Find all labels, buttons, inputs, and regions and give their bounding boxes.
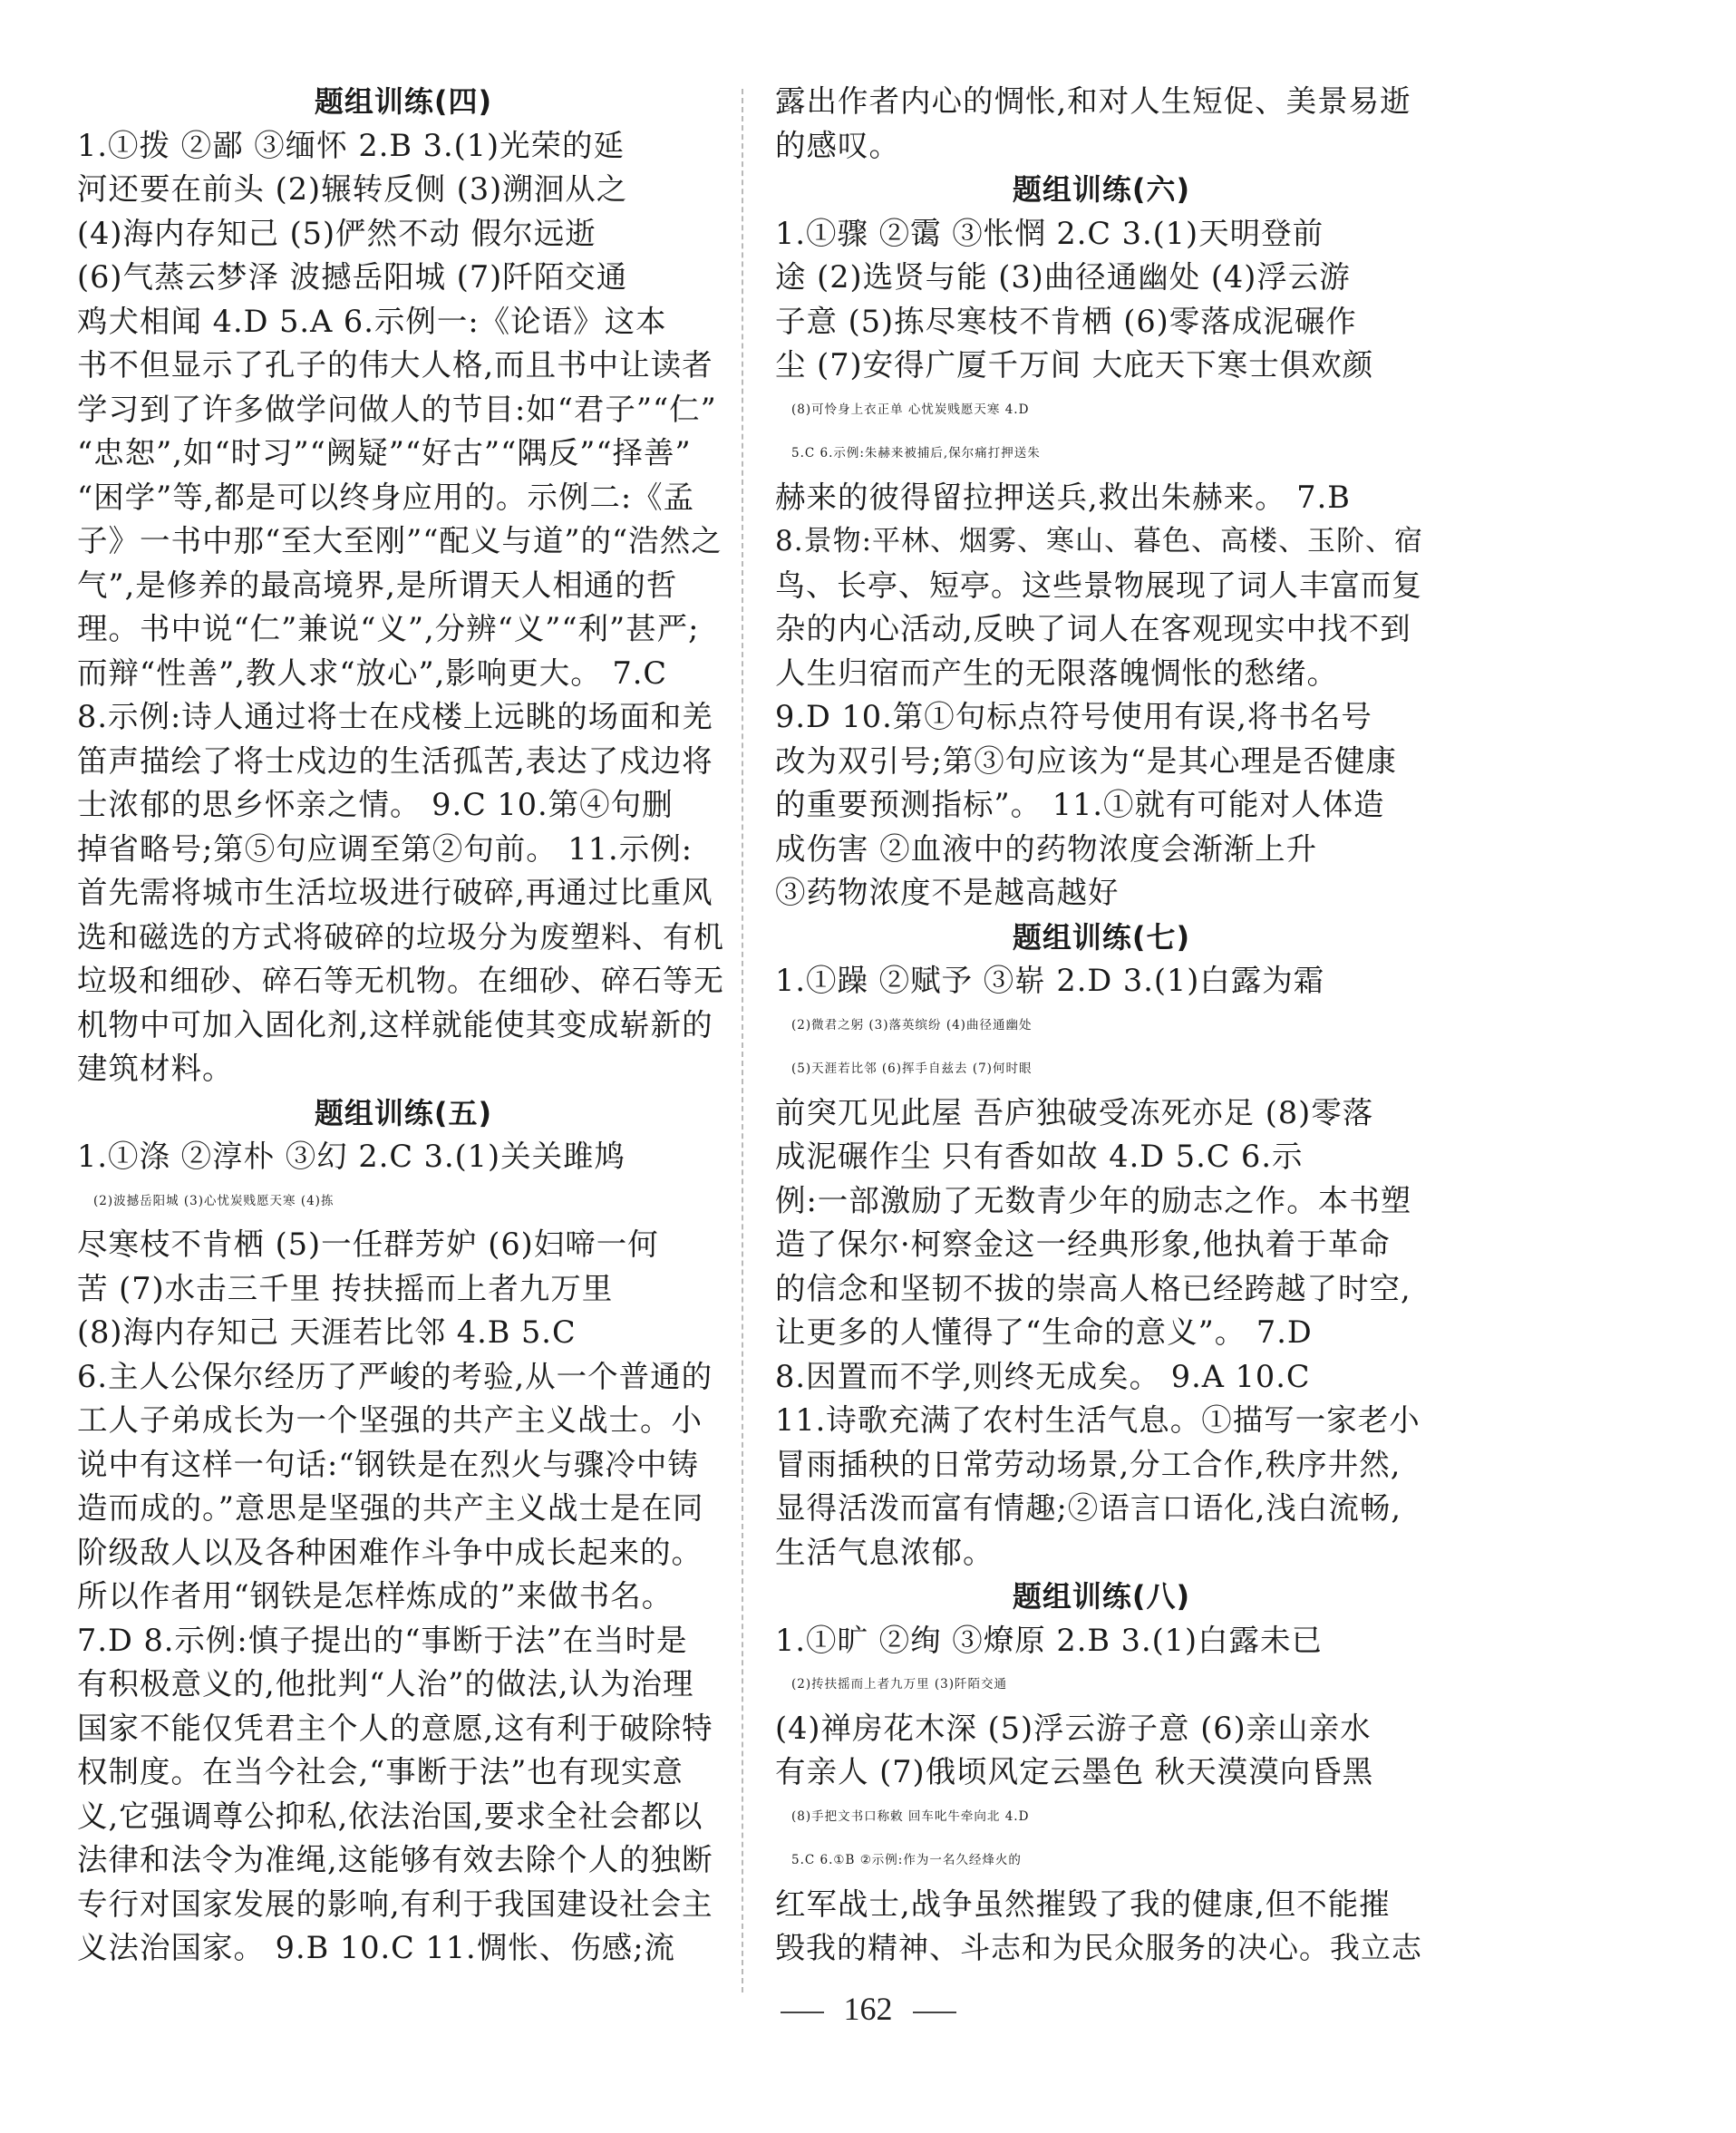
answer-line: 尽寒枝不肯栖 (5)一任群芳妒 (6)妇啼一何	[77, 1226, 659, 1262]
answer-line: “困学”等,都是可以终身应用的。示例二:《孟	[77, 479, 695, 515]
section-heading: 题组训练(六)	[1012, 172, 1191, 207]
answer-line: 士浓郁的思乡怀亲之情。 9.C 10.第④句删	[77, 787, 674, 822]
answer-line: 露出作者内心的惆怅,和对人生短促、美景易逝	[775, 83, 1411, 119]
section-heading: 题组训练(七)	[1012, 919, 1191, 955]
answer-line: 毁我的精神、斗志和为民众服务的决心。我立志	[775, 1930, 1422, 1965]
answer-line: 1.①涤 ②淳朴 ③幻 2.C 3.(1)关关雎鸠	[77, 1139, 626, 1174]
section-heading: 题组训练(八)	[1012, 1579, 1191, 1614]
answer-line: 8.因置而不学,则终无成矣。 9.A 10.C	[775, 1358, 1311, 1394]
answer-line: 赫来的彼得留拉押送兵,救出朱赫来。 7.B	[775, 479, 1351, 515]
answer-line: 造了保尔·柯察金这一经典形象,他执着于革命	[775, 1226, 1391, 1262]
answer-line: 专行对国家发展的影响,有利于我国建设社会主	[77, 1886, 713, 1922]
answer-line: 显得活泼而富有情趣;②语言口语化,浅白流畅,	[775, 1490, 1402, 1526]
answer-line: 选和磁选的方式将破碎的垃圾分为废塑料、有机	[77, 918, 724, 955]
answer-line: 成伤害 ②血液中的药物浓度会渐渐上升	[775, 830, 1318, 867]
answer-line: 所以作者用“钢铁是怎样炼成的”来做书名。	[77, 1578, 674, 1614]
answer-line: 阶级敌人以及各种困难作斗争中成长起来的。	[77, 1534, 703, 1570]
answer-line: 而辩“性善”,教人求“放心”,影响更大。 7.C	[77, 654, 668, 691]
answer-line: 笛声描绘了将士戍边的生活孤苦,表达了戍边将	[77, 742, 713, 779]
answer-line: 的信念和坚韧不拔的崇高人格已经跨越了时空,	[775, 1270, 1411, 1306]
answer-line: 成泥碾作尘 只有香如故 4.D 5.C 6.示	[775, 1139, 1304, 1174]
answer-line: 8.景物:平林、烟雾、寒山、暮色、高楼、玉阶、宿	[775, 525, 1424, 557]
left-column	[77, 80, 730, 1971]
answer-line: 前突兀见此屋 吾庐独破受冻死亦足 (8)零落	[775, 1094, 1374, 1130]
answer-line: 9.D 10.第①句标点符号使用有误,将书名号	[775, 699, 1372, 734]
answer-line: 6.主人公保尔经历了严峻的考验,从一个普通的	[77, 1358, 713, 1394]
column-divider	[742, 89, 743, 1992]
answer-line: 1.①拨 ②鄙 ③缅怀 2.B 3.(1)光荣的延	[77, 127, 626, 163]
answer-line: 苦 (7)水击三千里 抟扶摇而上者九万里	[77, 1270, 614, 1306]
answer-line: 冒雨插秧的日常劳动场景,分工合作,秩序井然,	[775, 1446, 1401, 1482]
answer-line: (4)禅房花木深 (5)浮云游子意 (6)亲山亲水	[775, 1710, 1372, 1746]
page-number: 162	[843, 1991, 893, 2027]
answer-line: 首先需将城市生活垃圾进行破碎,再通过比重风	[77, 875, 713, 910]
answer-line: (8)手把文书口称敕 回车叱牛牵向北 4.D	[791, 1808, 1030, 1824]
answer-line: 尘 (7)安得广厦千万间 大庇天下寒士俱欢颜	[775, 347, 1374, 383]
answer-line: 理。书中说“仁”兼说“义”,分辨“义”“利”甚严;	[77, 611, 700, 646]
answer-line: 工人子弟成长为一个坚强的共产主义战士。小	[77, 1402, 703, 1438]
answer-line: 改为双引号;第③句应该为“是其心理是否健康	[775, 742, 1397, 779]
answer-line: 7.D 8.示例:慎子提出的“事断于法”在当时是	[77, 1622, 688, 1658]
answer-line: (2)抟扶摇而上者九万里 (3)阡陌交通	[791, 1677, 1008, 1692]
answer-line: 建筑材料。	[77, 1051, 234, 1086]
answer-line: 机物中可加入固化剂,这样就能使其变成崭新的	[77, 1006, 713, 1042]
answer-line: 11.诗歌充满了农村生活气息。①描写一家老小	[775, 1402, 1421, 1438]
answer-line: 法律和法令为准绳,这能够有效去除个人的独断	[77, 1842, 713, 1877]
answer-line: 杂的内心活动,反映了词人在客观现实中找不到	[775, 611, 1411, 646]
answer-line: 鸡犬相闻 4.D 5.A 6.示例一:《论语》这本	[77, 303, 667, 339]
answer-line: 有积极意义的,他批判“人治”的做法,认为治理	[77, 1666, 694, 1702]
section-heading: 题组训练(五)	[314, 1095, 493, 1130]
answer-line: 掉省略号;第⑤句应调至第②句前。 11.示例:	[77, 830, 693, 867]
answer-line: 的感叹。	[775, 127, 900, 163]
answer-line: (6)气蒸云梦泽 波撼岳阳城 (7)阡陌交通	[77, 259, 628, 295]
answer-line: 国家不能仅凭君主个人的意愿,这有利于破除特	[77, 1710, 713, 1746]
answer-line: 鸟、长亭、短亭。这些景物展现了词人丰富而复	[775, 567, 1422, 603]
answer-line: (2)微君之躬 (3)落英缤纷 (4)曲径通幽处	[791, 1017, 1033, 1033]
page-footer	[0, 1990, 1736, 2028]
answer-line: 1.①旷 ②绚 ③燎原 2.B 3.(1)白露未已	[775, 1622, 1324, 1658]
answer-line: 学习到了许多做学问做人的节目:如“君子”“仁”	[77, 391, 717, 427]
answer-line: ③药物浓度不是越高越好	[775, 875, 1120, 910]
answer-line: 例:一部激励了无数青少年的励志之作。本书塑	[775, 1182, 1412, 1218]
answer-line: 气”,是修养的最高境界,是所谓天人相通的哲	[77, 567, 678, 603]
answer-line: 义,它强调尊公抑私,依法治国,要求全社会都以	[77, 1798, 703, 1834]
answer-line: 有亲人 (7)俄顷风定云墨色 秋天漠漠向昏黑	[775, 1754, 1374, 1789]
answer-line: 让更多的人懂得了“生命的意义”。 7.D	[775, 1314, 1313, 1350]
answer-line: 义法治国家。 9.B 10.C 11.惆怅、伤感;流	[77, 1930, 675, 1965]
answer-line: 1.①躁 ②赋予 ③崭 2.D 3.(1)白露为霜	[775, 963, 1325, 998]
answer-line: 生活气息浓郁。	[775, 1534, 994, 1570]
answer-line: 途 (2)选贤与能 (3)曲径通幽处 (4)浮云游	[775, 259, 1351, 295]
answer-line: 人生归宿而产生的无限落魄惆怅的愁绪。	[775, 654, 1338, 691]
answer-line: 5.C 6.示例:朱赫来被捕后,保尔痛打押送朱	[791, 446, 1041, 461]
answer-line: 权制度。在当今社会,“事断于法”也有现实意	[77, 1754, 684, 1789]
answer-line: 造而成的。”意思是坚强的共产主义战士是在同	[77, 1490, 704, 1526]
answer-line: 说中有这样一句话:“钢铁是在烈火与骤冷中铸	[77, 1446, 699, 1482]
answer-line: (2)波撼岳阳城 (3)心忧炭贱愿天寒 (4)拣	[93, 1193, 335, 1208]
answer-line: 书不但显示了孔子的伟大人格,而且书中让读者	[77, 347, 713, 383]
answer-line: “忠恕”,如“时习”“阙疑”“好古”“隅反”“择善”	[77, 435, 692, 470]
right-column	[775, 80, 1428, 1971]
answer-line: (4)海内存知己 (5)俨然不动 假尔远逝	[77, 215, 596, 251]
answer-line: (8)可怜身上衣正单 心忧炭贱愿天寒 4.D	[791, 402, 1030, 417]
answer-line: (5)天涯若比邻 (6)挥手自兹去 (7)何时眼	[791, 1062, 1033, 1076]
answer-line: 子意 (5)拣尽寒枝不肯栖 (6)零落成泥碾作	[775, 303, 1357, 339]
answer-line: (8)海内存知己 天涯若比邻 4.B 5.C	[77, 1314, 577, 1350]
answer-line: 子》一书中那“至大至刚”“配义与道”的“浩然之	[77, 523, 723, 558]
answer-line: 8.示例:诗人通过将士在戍楼上远眺的场面和羌	[77, 699, 713, 734]
footer-dash-left	[781, 2012, 824, 2013]
answer-line: 5.C 6.①B ②示例:作为一名久经烽火的	[791, 1853, 1022, 1867]
answer-line: 河还要在前头 (2)辗转反侧 (3)溯洄从之	[77, 171, 628, 207]
answer-line: 红军战士,战争虽然摧毁了我的健康,但不能摧	[775, 1886, 1391, 1922]
footer-dash-right	[913, 2012, 956, 2013]
answer-line: 1.①骤 ②霭 ③怅惘 2.C 3.(1)天明登前	[775, 215, 1324, 251]
answer-line: 的重要预测指标”。 11.①就有可能对人体造	[775, 787, 1385, 822]
section-heading: 题组训练(四)	[314, 84, 493, 119]
answer-line: 垃圾和细砂、碎石等无机物。在细砂、碎石等无	[77, 963, 724, 998]
